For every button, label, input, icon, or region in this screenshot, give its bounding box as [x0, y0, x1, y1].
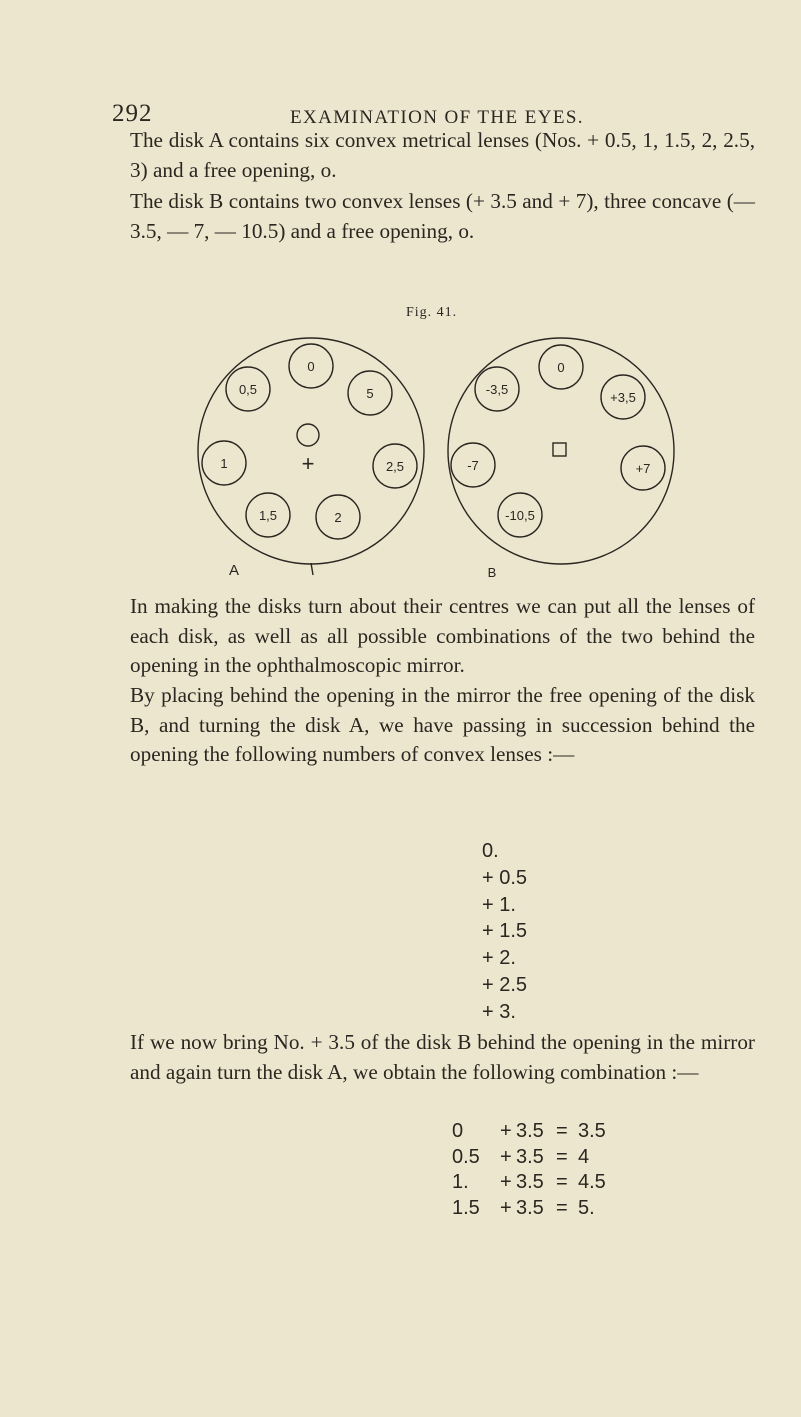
combination-b: 3.5: [516, 1196, 544, 1219]
combination-equals: =: [556, 1145, 568, 1168]
disk-b-label-minus-3-5: -3,5: [485, 382, 509, 397]
disk-b-label-plus-7: +7: [635, 461, 651, 476]
convex-lens-item: + 1.: [482, 893, 516, 916]
convex-lens-item: + 2.5: [482, 973, 528, 996]
combination-equals: =: [556, 1171, 568, 1193]
figure-label: Fig. 41.: [406, 305, 458, 320]
combination-operator: +: [500, 1120, 512, 1142]
paragraph-disk-a: The disk A contains six convex metrical lenses (Nos. + 0.5, 1, 1.5, 2, 2.5, 3) and a free opening, o.: [130, 128, 755, 182]
combination-result: 4: [578, 1145, 590, 1168]
convex-lens-item: + 0.5: [482, 866, 528, 889]
combination-a: 0.5: [452, 1145, 480, 1168]
combination-row: [452, 1119, 606, 1145]
disk-b-center-opening: [553, 443, 566, 456]
disk-a-center-opening: [297, 424, 319, 446]
disk-a-label-0: 0: [307, 359, 315, 374]
disk-a-label-1: 1: [220, 456, 228, 471]
running-head: EXAMINATION OF THE EYES.: [290, 107, 584, 128]
disk-b-label-minus-10-5: -10,5: [505, 508, 535, 523]
combination-row: [452, 1145, 606, 1171]
combination-b: 3.5: [516, 1120, 544, 1142]
convex-lens-item: 0.: [482, 840, 499, 862]
paragraph-combination: If we now bring No. + 3.5 of the disk B behind the opening in the mirror and again turn the disk A, we obtain the following combination :—: [130, 1030, 755, 1084]
convex-lens-item: + 1.5: [482, 920, 528, 943]
combination-b: 3.5: [516, 1145, 544, 1168]
combination-row: [452, 1196, 606, 1222]
disk-a-label-0-5: 0,5: [238, 382, 258, 397]
combination-result: 4.5: [578, 1171, 606, 1193]
combination-operator: +: [500, 1196, 512, 1219]
convex-lens-list: [482, 838, 527, 1026]
paragraph-disk-rotation: In making the disks turn about their centres we can put all the lenses of each disk, as well as all possible combinations of the two behind the opening in the ophthalmoscopic mirror.: [130, 594, 755, 677]
combination-b: 3.5: [516, 1171, 544, 1193]
combination-result: 3.5: [578, 1120, 606, 1142]
disk-b-label-0: 0: [557, 360, 565, 375]
disk-b-caption: B: [487, 565, 497, 580]
combination-a: 1.: [452, 1171, 469, 1193]
lens-disks-figure: [190, 325, 690, 590]
combination-operator: +: [500, 1171, 512, 1193]
combination-equals: =: [556, 1120, 568, 1142]
combination-equals: =: [556, 1196, 568, 1219]
disk-a-label-1-5: 1,5: [258, 508, 278, 523]
disk-b-label-minus-7: -7: [467, 458, 479, 473]
paragraph-disk-b: The disk B contains two convex lenses (+ 3.5 and + 7), three concave (— 3.5, — 7, — 10.5) and a free opening, o.: [130, 189, 755, 243]
combination-a: 0: [452, 1120, 464, 1142]
convex-lens-item: + 3.: [482, 1000, 516, 1023]
combination-row: [452, 1170, 606, 1196]
combination-list: [452, 1119, 606, 1221]
combination-result: 5.: [578, 1196, 595, 1219]
combination-operator: +: [500, 1145, 512, 1168]
disk-a-label-2: 2: [334, 510, 342, 525]
disk-a-label-5: 5: [366, 386, 374, 401]
page-number: 292: [112, 100, 153, 127]
disk-a-plus-sign: +: [301, 451, 315, 476]
disk-b-label-plus-3-5: +3,5: [610, 390, 636, 405]
disk-a-label-2-5: 2,5: [385, 459, 405, 474]
convex-lens-item: + 2.: [482, 947, 516, 970]
disk-a-pointer: [311, 563, 313, 575]
combination-a: 1.5: [452, 1196, 480, 1219]
paragraph-free-opening: By placing behind the opening in the mirror the free opening of the disk B, and turning the disk A, we have passing in succession behind the opening the following numbers of convex lenses :—: [130, 683, 755, 766]
disk-a-caption: A: [228, 562, 240, 579]
